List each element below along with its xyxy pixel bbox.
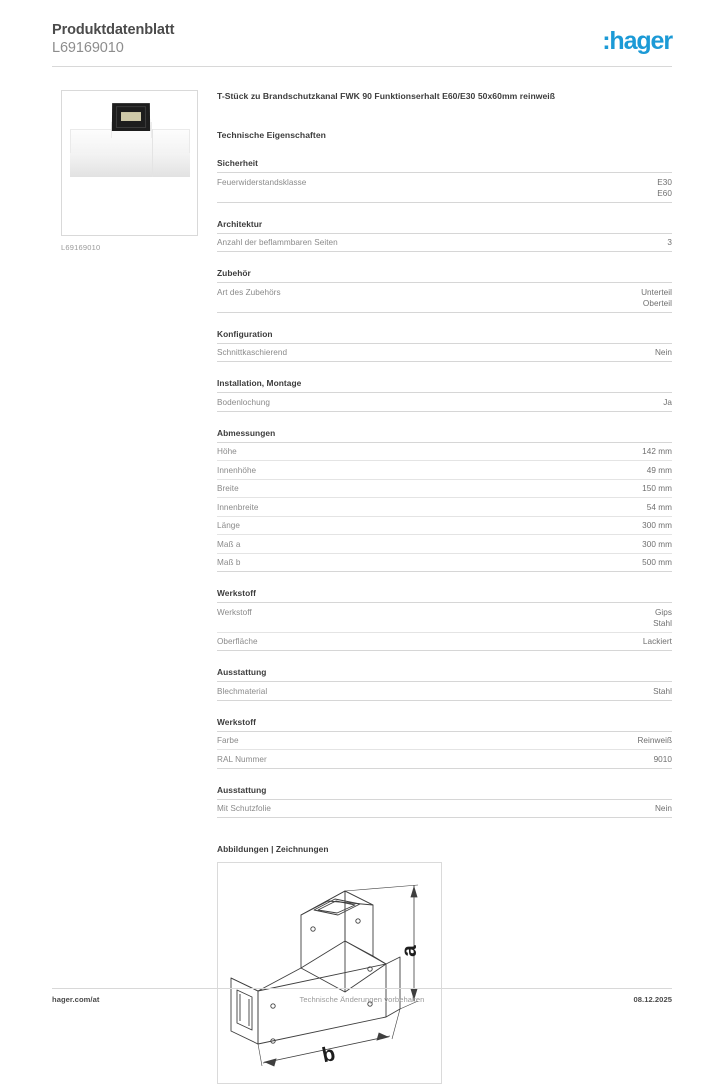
page-footer xyxy=(52,995,672,1009)
spec-value-line: Reinweiß xyxy=(637,736,672,745)
spec-value-line: E30 xyxy=(657,177,672,187)
spec-row-label: Oberfläche xyxy=(217,637,258,646)
spec-row xyxy=(217,283,672,313)
spec-row xyxy=(217,750,672,769)
spec-section xyxy=(217,158,672,203)
footer-disclaimer: Technische Änderungen vorbehalten xyxy=(299,995,425,1004)
spec-row-value xyxy=(653,607,672,629)
technical-drawing-svg xyxy=(218,863,441,1083)
spec-section xyxy=(217,268,672,313)
spec-section-title: Ausstattung xyxy=(217,667,672,682)
spec-row-label: Innenbreite xyxy=(217,502,259,512)
spec-value-line: Nein xyxy=(654,804,672,813)
hager-logo: :hager xyxy=(602,27,672,55)
footer-divider xyxy=(52,988,672,989)
spec-value-line: Unterteil xyxy=(641,287,672,297)
product-top-opening xyxy=(112,103,150,131)
spec-row-value xyxy=(637,735,672,746)
spec-row-value xyxy=(642,557,672,568)
spec-row-label: Art des Zubehörs xyxy=(217,287,281,297)
spec-row-value xyxy=(642,520,672,531)
spec-row-label: Blechmaterial xyxy=(217,686,268,696)
spec-value-line: Oberteil xyxy=(642,298,672,308)
page-title: Produktdatenblatt xyxy=(52,22,175,38)
footer-date: 08.12.2025 xyxy=(633,995,672,1004)
spec-section-title: Konfiguration xyxy=(217,329,672,344)
spec-row-label: Höhe xyxy=(217,447,237,456)
spec-row xyxy=(217,461,672,480)
spec-value-line: E60 xyxy=(657,188,672,198)
page-header xyxy=(52,22,672,66)
spec-section xyxy=(217,378,672,412)
spec-section-title: Werkstoff xyxy=(217,588,672,603)
spec-row xyxy=(217,554,672,573)
product-photo-illustration xyxy=(62,91,197,235)
dimension-label-b: b xyxy=(319,1042,338,1068)
spec-row-label: Anzahl der beflammbaren Seiten xyxy=(217,238,338,247)
spec-section-title: Architektur xyxy=(217,219,672,234)
spec-value-line: 142 mm xyxy=(642,447,672,456)
spec-value-line: 300 mm xyxy=(642,539,672,549)
spec-row-label: Werkstoff xyxy=(217,607,252,617)
spec-row-label: Bodenlochung xyxy=(217,397,270,407)
spec-section xyxy=(217,219,672,253)
spec-row xyxy=(217,393,672,412)
spec-row xyxy=(217,800,672,819)
drawings-heading: Abbildungen | Zeichnungen xyxy=(217,844,329,854)
spec-row-value xyxy=(655,347,672,358)
spec-section-title: Installation, Montage xyxy=(217,378,672,393)
spec-value-line: 300 mm xyxy=(642,521,672,530)
spec-row-label: Mit Schutzfolie xyxy=(217,804,271,813)
spec-row xyxy=(217,480,672,499)
spec-row-label: Breite xyxy=(217,484,239,493)
spec-value-line: 49 mm xyxy=(646,465,672,475)
spec-row-value xyxy=(647,502,672,513)
product-name-heading: T-Stück zu Brandschutzkanal FWK 90 Funktionserhalt E60/E30 50x60mm reinweiß xyxy=(217,91,556,101)
spec-row-value xyxy=(667,237,672,248)
spec-value-line: 150 mm xyxy=(642,484,672,493)
spec-row xyxy=(217,732,672,751)
product-body-shadow xyxy=(70,153,190,177)
spec-row-label: Innenhöhe xyxy=(217,465,257,475)
spec-row xyxy=(217,682,672,701)
technical-drawing xyxy=(217,862,442,1084)
spec-section xyxy=(217,329,672,363)
spec-value-line: Stahl xyxy=(653,618,672,628)
spec-row xyxy=(217,603,672,633)
spec-value-line: Lackiert xyxy=(642,637,672,646)
spec-section xyxy=(217,717,672,769)
spec-section-title: Abmessungen xyxy=(217,428,672,443)
spec-section xyxy=(217,428,672,573)
spec-row-value xyxy=(655,803,672,814)
spec-row-label: Länge xyxy=(217,521,241,530)
spec-row-value xyxy=(643,636,672,647)
spec-row-label: Maß a xyxy=(217,539,241,549)
spec-row xyxy=(217,443,672,462)
spec-section xyxy=(217,785,672,819)
spec-row xyxy=(217,517,672,536)
product-label-sticker xyxy=(121,112,141,121)
spec-row xyxy=(217,234,672,253)
spec-row-label: Maß b xyxy=(217,558,241,567)
spec-row-value xyxy=(653,686,672,697)
spec-value-line: 3 xyxy=(667,238,672,247)
spec-section xyxy=(217,667,672,701)
spec-section-title: Zubehör xyxy=(217,268,672,283)
spec-value-line: Gips xyxy=(654,607,672,617)
product-image xyxy=(61,90,198,236)
spec-value-line: Ja xyxy=(663,397,672,407)
spec-row-label: RAL Nummer xyxy=(217,754,267,764)
spec-row-value xyxy=(641,287,672,309)
spec-section-title: Werkstoff xyxy=(217,717,672,732)
spec-row-value xyxy=(657,177,672,199)
dimension-label-a: a xyxy=(398,945,421,957)
spec-value-line: Stahl xyxy=(653,686,672,696)
main-content xyxy=(217,90,672,1084)
spec-row xyxy=(217,633,672,652)
spec-row xyxy=(217,498,672,517)
spec-row-value xyxy=(642,539,672,550)
spec-row-label: Feuerwiderstandsklasse xyxy=(217,177,307,187)
spec-row xyxy=(217,535,672,554)
header-divider xyxy=(52,66,672,67)
spec-row-label: Farbe xyxy=(217,736,239,745)
spec-row xyxy=(217,344,672,363)
spec-row xyxy=(217,173,672,203)
spec-section-title: Sicherheit xyxy=(217,158,672,173)
product-seam-line xyxy=(152,129,153,177)
specification-sections xyxy=(217,158,672,818)
spec-value-line: 9010 xyxy=(653,754,672,764)
spec-row-value xyxy=(642,483,672,494)
technical-properties-heading: Technische Eigenschaften xyxy=(217,130,326,140)
spec-row-label: Schnittkaschierend xyxy=(217,348,288,357)
spec-row-value xyxy=(663,397,672,408)
spec-section-title: Ausstattung xyxy=(217,785,672,800)
spec-row-value xyxy=(647,465,672,476)
product-reference: L69169010 xyxy=(52,40,124,56)
spec-value-line: Nein xyxy=(654,348,672,357)
product-image-caption: L69169010 xyxy=(61,243,101,252)
spec-value-line: 500 mm xyxy=(642,558,672,567)
spec-row-value xyxy=(642,446,672,457)
spec-section xyxy=(217,588,672,651)
footer-website[interactable]: hager.com/at xyxy=(52,995,100,1004)
spec-value-line: 54 mm xyxy=(646,502,672,512)
spec-row-value xyxy=(654,754,672,765)
